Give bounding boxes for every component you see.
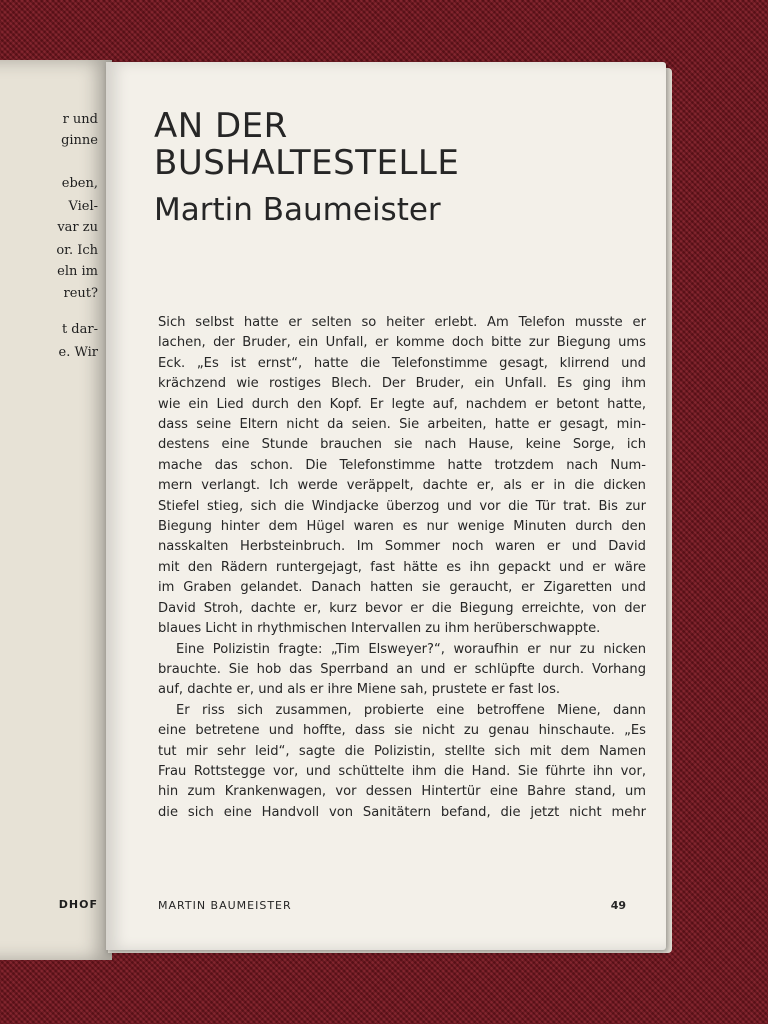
body-line: brauchte. Sie hob das Sperrband an und er schlüpfte durch. Vorhang (158, 661, 646, 677)
left-page-text-line: Viel- (68, 199, 98, 214)
page-footer (158, 899, 626, 919)
page-number: 49 (610, 899, 626, 912)
body-line: Er riss sich zusammen, probierte eine betroffene Miene, dann (176, 702, 646, 718)
chapter-title (154, 108, 459, 182)
body-line: im Graben gelandet. Danach hatten sie geraucht, er Zigaretten und (158, 580, 646, 596)
body-line: hin zum Krankenwagen, vor dessen Hintertür eine Bahre stand, um (158, 784, 646, 800)
body-line: eine betretene und hoffte, dass sie nicht zu genau hinschaute. „Es (158, 723, 646, 739)
body-line: tut mir sehr leid“, sagte die Polizistin, stellte sich mit dem Namen (158, 743, 646, 759)
body-line: wie ein Lied durch den Kopf. Er legte auf, nachdem er betont hatte, (158, 396, 646, 412)
left-page-footer: DHOF (58, 898, 98, 911)
body-line: mit den Rädern runtergejagt, fast hätte es ihn gepackt und er wäre (158, 559, 646, 575)
left-page-text-line: eln im (57, 264, 98, 279)
body-line: krächzend wie rostiges Blech. Der Bruder, ein Unfall. Es ging ihm (158, 376, 646, 392)
body-line: Eck. „Es ist ernst“, hatte die Telefonstimme gesagt, klirrend und (158, 355, 646, 371)
body-line: Eine Polizistin fragte: „Tim Elsweyer?“, woraufhin er nur zu nicken (176, 641, 646, 657)
chapter-author: Martin Baumeister (154, 192, 441, 228)
body-line: Frau Rottstegge vor, und schüttelte ihm die Hand. Sie führte ihn vor, (158, 763, 646, 779)
body-line: dass seine Eltern nicht da seien. Sie arbeiten, hatte er gesagt, min- (158, 417, 646, 433)
left-page-text-line: var zu (57, 220, 98, 235)
left-page-text-line: reut? (63, 286, 98, 301)
right-page (106, 62, 666, 950)
left-page-text-line: r und (62, 112, 98, 127)
chapter-title-line: AN DER (154, 106, 288, 146)
body-line: lachen, der Bruder, ein Unfall, er komme doch bitte zur Biegung ums (158, 335, 646, 351)
left-page-text-line: ginne (61, 133, 98, 148)
body-line: destens eine Stunde brauchen sie nach Hause, keine Sorge, ich (158, 437, 646, 453)
left-page (0, 60, 112, 960)
body-line: die sich eine Handvoll von Sanitätern befand, die jetzt nicht mehr (158, 804, 646, 820)
body-line: mache das schon. Die Telefonstimme hatte trotzdem nach Num- (158, 457, 646, 473)
body-line: David Stroh, dachte er, kurz bevor er die Biegung erreichte, von der (158, 600, 646, 616)
chapter-title-line: BUSHALTESTELLE (154, 143, 460, 183)
left-page-text-line: e. Wir (58, 345, 98, 360)
left-page-text-line: eben, (61, 176, 98, 191)
body-line: Biegung hinter dem Hügel waren es nur wenige Minuten durch den (158, 519, 646, 535)
left-page-text-line: t dar- (61, 322, 98, 337)
footer-author: MARTIN BAUMEISTER (158, 899, 292, 912)
body-text (158, 313, 646, 823)
body-line: mern verlangt. Ich werde veräppelt, dachte er, als er in die dicken (158, 478, 646, 494)
body-line: Stiefel stieg, sich die Windjacke überzog und vor die Tür trat. Bis zur (158, 498, 646, 514)
left-page-text-line: or. Ich (56, 243, 98, 258)
body-line: nasskalten Herbsteinbruch. Im Sommer noch waren er und David (158, 539, 646, 555)
body-line: Sich selbst hatte er selten so heiter erlebt. Am Telefon musste er (158, 315, 646, 330)
body-line: blaues Licht in rhythmischen Intervallen zu ihm herüberschwappte. (158, 621, 601, 637)
body-line: auf, dachte er, und als er ihre Miene sah, prustete er fast los. (158, 682, 561, 698)
